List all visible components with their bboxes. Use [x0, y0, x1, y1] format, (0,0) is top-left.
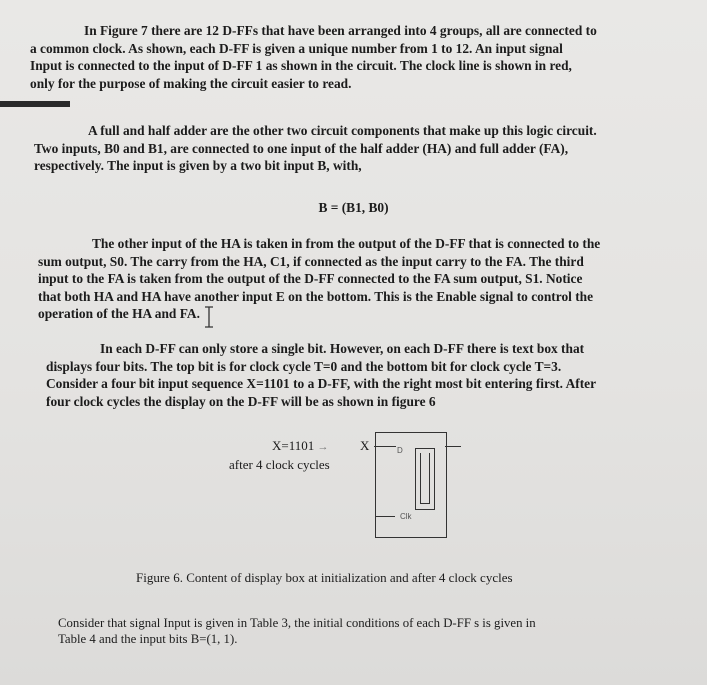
text-line: Table 4 and the input bits B=(1, 1). — [58, 632, 238, 646]
input-sequence-label: X=1101 — [272, 438, 315, 453]
text-line: only for the purpose of making the circuit easier to read. — [30, 75, 352, 91]
text-line: respectively. The input is given by a two bit input B, with, — [34, 158, 362, 173]
equation-b: B = (B1, B0) — [318, 200, 389, 215]
text-line: In each D-FF can only store a single bit. However, on each D-FF there is text box that — [100, 341, 585, 356]
paragraph-ha-input — [38, 235, 688, 323]
dff-clock-wire — [375, 516, 395, 517]
dff-output-wire — [445, 446, 461, 447]
paragraph-dff-display — [46, 340, 686, 410]
dff-display-inner — [420, 453, 430, 504]
text-line: A full and half adder are the other two circuit components that make up this logic circuit. — [88, 123, 597, 138]
text-line: The other input of the HA is taken in from the output of the D-FF that is connected to the — [92, 236, 601, 251]
text-line: that both HA and HA have another input E on the bottom. This is the Enable signal to control the — [38, 288, 594, 304]
text-line: Input is connected to the input of D-FF 1 as shown in the circuit. The clock line is shown in red, — [30, 58, 572, 73]
text-line: sum output, S0. The carry from the HA, C1, if connected as the input carry to the FA. The third — [38, 253, 584, 269]
figure-x-label: X — [360, 438, 370, 453]
text-line: four clock cycles the display on the D-FF will be as shown in figure 6 — [46, 393, 436, 409]
text-line: Consider a four bit input sequence X=1101 to a D-FF, with the right most bit entering first. After — [46, 376, 597, 391]
text-line: displays four bits. The top bit is for clock cycle T=0 and the bottom bit for clock cycle T=3. — [46, 358, 562, 374]
dff-clk-label: Clk — [400, 512, 412, 521]
arrow-right-icon: → — [317, 441, 329, 453]
text-line: Two inputs, B0 and B1, are connected to one input of the half adder (HA) and full adder (FA), — [34, 140, 569, 156]
text-line: In Figure 7 there are 12 D-FFs that have been arranged into 4 groups, all are connected to — [84, 23, 597, 38]
dff-block — [375, 432, 447, 538]
text-line: a common clock. As shown, each D-FF is given a unique number from 1 to 12. An input signal — [30, 40, 563, 56]
text-line: Consider that signal Input is given in Table 3, the initial conditions of each D-FF s is given in — [58, 616, 536, 630]
text-line: input to the FA is taken from the output of the D-FF connected to the FA sum output, S1. Notice — [38, 271, 583, 286]
paragraph-figure7-intro — [30, 22, 695, 92]
dff-d-label: D — [397, 446, 403, 455]
margin-mark — [0, 101, 70, 107]
paragraph-adders — [34, 122, 694, 175]
paragraph-consider-input — [58, 615, 678, 647]
text-cursor-icon — [202, 305, 216, 329]
figure-6-caption: Figure 6. Content of display box at initialization and after 4 clock cycles — [136, 570, 513, 585]
figure-input-sequence — [272, 438, 329, 454]
text-line: operation of the HA and FA. — [38, 306, 200, 321]
figure-cycles-label: after 4 clock cycles — [229, 457, 330, 472]
